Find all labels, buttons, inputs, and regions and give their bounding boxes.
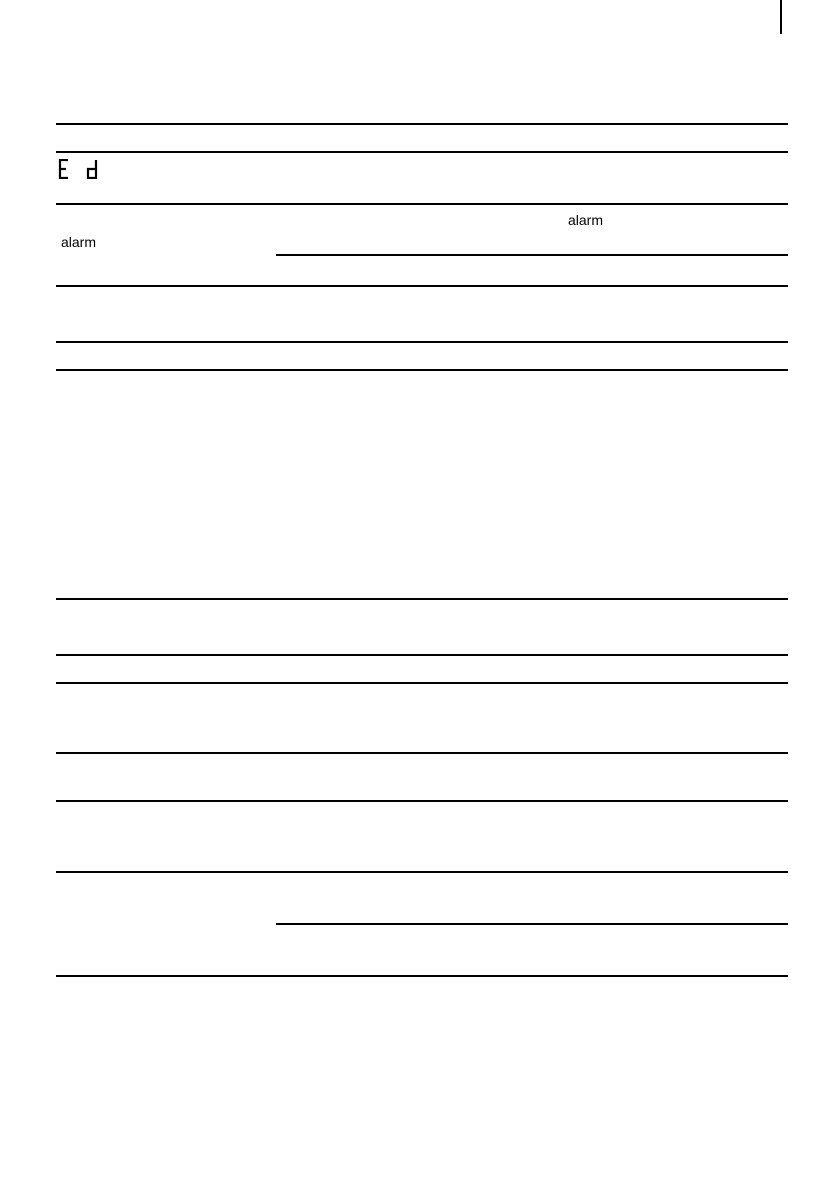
table-row-rule bbox=[56, 341, 788, 343]
table-row-rule bbox=[56, 682, 788, 684]
table-subrow-rule bbox=[276, 254, 788, 256]
table-bottom-rule bbox=[56, 369, 788, 371]
table-row-rule bbox=[56, 285, 788, 287]
table-bottom-rule bbox=[56, 975, 788, 977]
table-row-rule bbox=[56, 752, 788, 754]
table-top-rule bbox=[56, 598, 788, 600]
table-row-rule bbox=[56, 800, 788, 802]
seven-segment-d-icon bbox=[86, 159, 98, 179]
table-row-rule bbox=[56, 203, 788, 205]
table-row-rule bbox=[56, 654, 788, 656]
table-header-rule bbox=[56, 151, 788, 153]
crop-mark bbox=[780, 0, 782, 34]
display-symbols bbox=[58, 157, 98, 179]
alarm-label-right: alarm bbox=[568, 212, 604, 228]
table-top-rule bbox=[56, 123, 788, 125]
table-row-rule bbox=[56, 871, 788, 873]
seven-segment-e-icon bbox=[58, 159, 70, 179]
alarm-label-left: alarm bbox=[61, 234, 97, 250]
table-subrow-rule bbox=[276, 923, 788, 925]
